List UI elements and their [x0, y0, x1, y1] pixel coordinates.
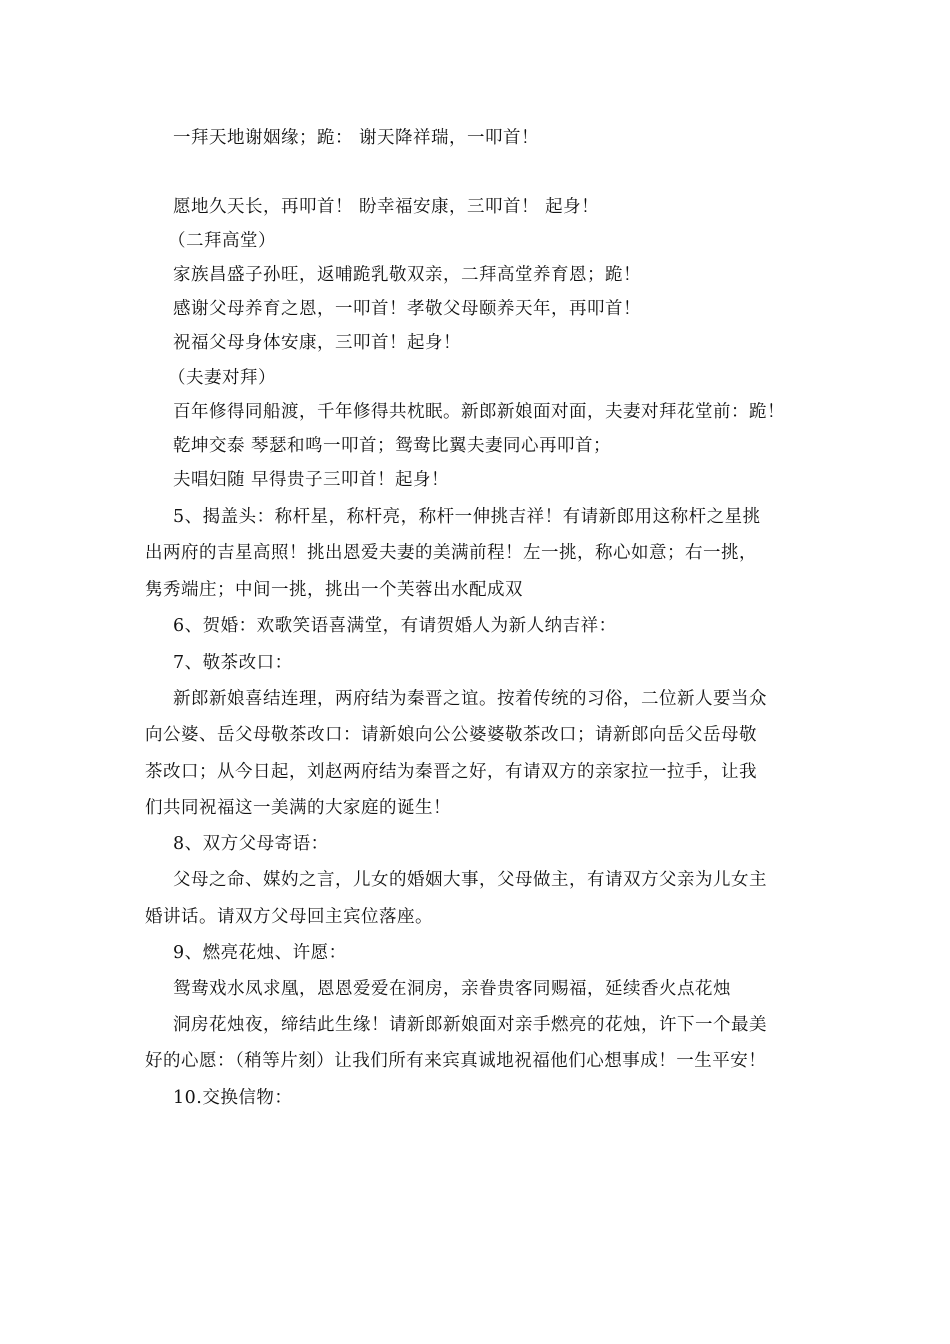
section-heading: （二拜高堂）: [168, 231, 276, 251]
text-line: 新郎新娘喜结连理，两府结为秦晋之谊。按着传统的习俗，二位新人要当众: [173, 689, 767, 709]
section-heading: 7、敬茶改口：: [173, 653, 293, 673]
section-heading: 10.交换信物：: [173, 1088, 293, 1108]
text-line: 5、揭盖头：称杆星，称杆亮，称杆一伸挑吉祥！有请新郎用这称杆之星挑: [173, 507, 761, 527]
text-line: 们共同祝福这一美满的大家庭的诞生！: [145, 798, 451, 818]
text-line: 家族昌盛子孙旺，返哺跪乳敬双亲，二拜高堂养育恩；跪！: [173, 265, 641, 285]
text-line: 鸳鸯戏水凤求凰，恩恩爱爱在洞房，亲眷贵客同赐福，延续香火点花烛: [173, 979, 731, 999]
text-line: 向公婆、岳父母敬茶改口：请新娘向公公婆婆敬茶改口；请新郎向岳父岳母敬: [145, 725, 757, 745]
text-line: 感谢父母养育之恩，一叩首！孝敬父母颐养天年，再叩首！: [173, 299, 641, 319]
text-line: 百年修得同船渡，千年修得共枕眠。新郎新娘面对面，夫妻对拜花堂前：跪！: [173, 402, 785, 422]
text-line: 6、贺婚：欢歌笑语喜满堂，有请贺婚人为新人纳吉祥：: [173, 616, 617, 636]
section-heading: 8、双方父母寄语：: [173, 834, 329, 854]
text-line: 父母之命、媒妁之言，儿女的婚姻大事，父母做主，有请双方父亲为儿女主: [173, 870, 767, 890]
text-line: 乾坤交泰 琴瑟和鸣一叩首；鸳鸯比翼夫妻同心再叩首；: [173, 436, 612, 456]
text-line: 隽秀端庄；中间一挑，挑出一个芙蓉出水配成双: [145, 580, 523, 600]
text-line: 婚讲话。请双方父母回主宾位落座。: [145, 907, 433, 927]
text-line: 一拜天地谢姻缘；跪： 谢天降祥瑞，一叩首！: [173, 128, 540, 148]
text-line: 好的心愿：（稍等片刻）让我们所有来宾真诚地祝福他们心想事成！一生平安！: [145, 1051, 767, 1071]
text-line: 夫唱妇随 早得贵子三叩首！起身！: [173, 470, 450, 490]
text-line: 愿地久天长，再叩首！ 盼幸福安康，三叩首！ 起身！: [173, 197, 600, 217]
section-heading: （夫妻对拜）: [168, 368, 276, 388]
text-line: 祝福父母身体安康，三叩首！起身！: [173, 333, 461, 353]
text-line: 洞房花烛夜，缔结此生缘！请新郎新娘面对亲手燃亮的花烛，许下一个最美: [173, 1015, 767, 1035]
section-heading: 9、燃亮花烛、许愿：: [173, 943, 347, 963]
text-line: 出两府的吉星高照！挑出恩爱夫妻的美满前程！左一挑，称心如意；右一挑，: [145, 543, 757, 563]
text-line: 茶改口；从今日起，刘赵两府结为秦晋之好，有请双方的亲家拉一拉手，让我: [145, 762, 757, 782]
